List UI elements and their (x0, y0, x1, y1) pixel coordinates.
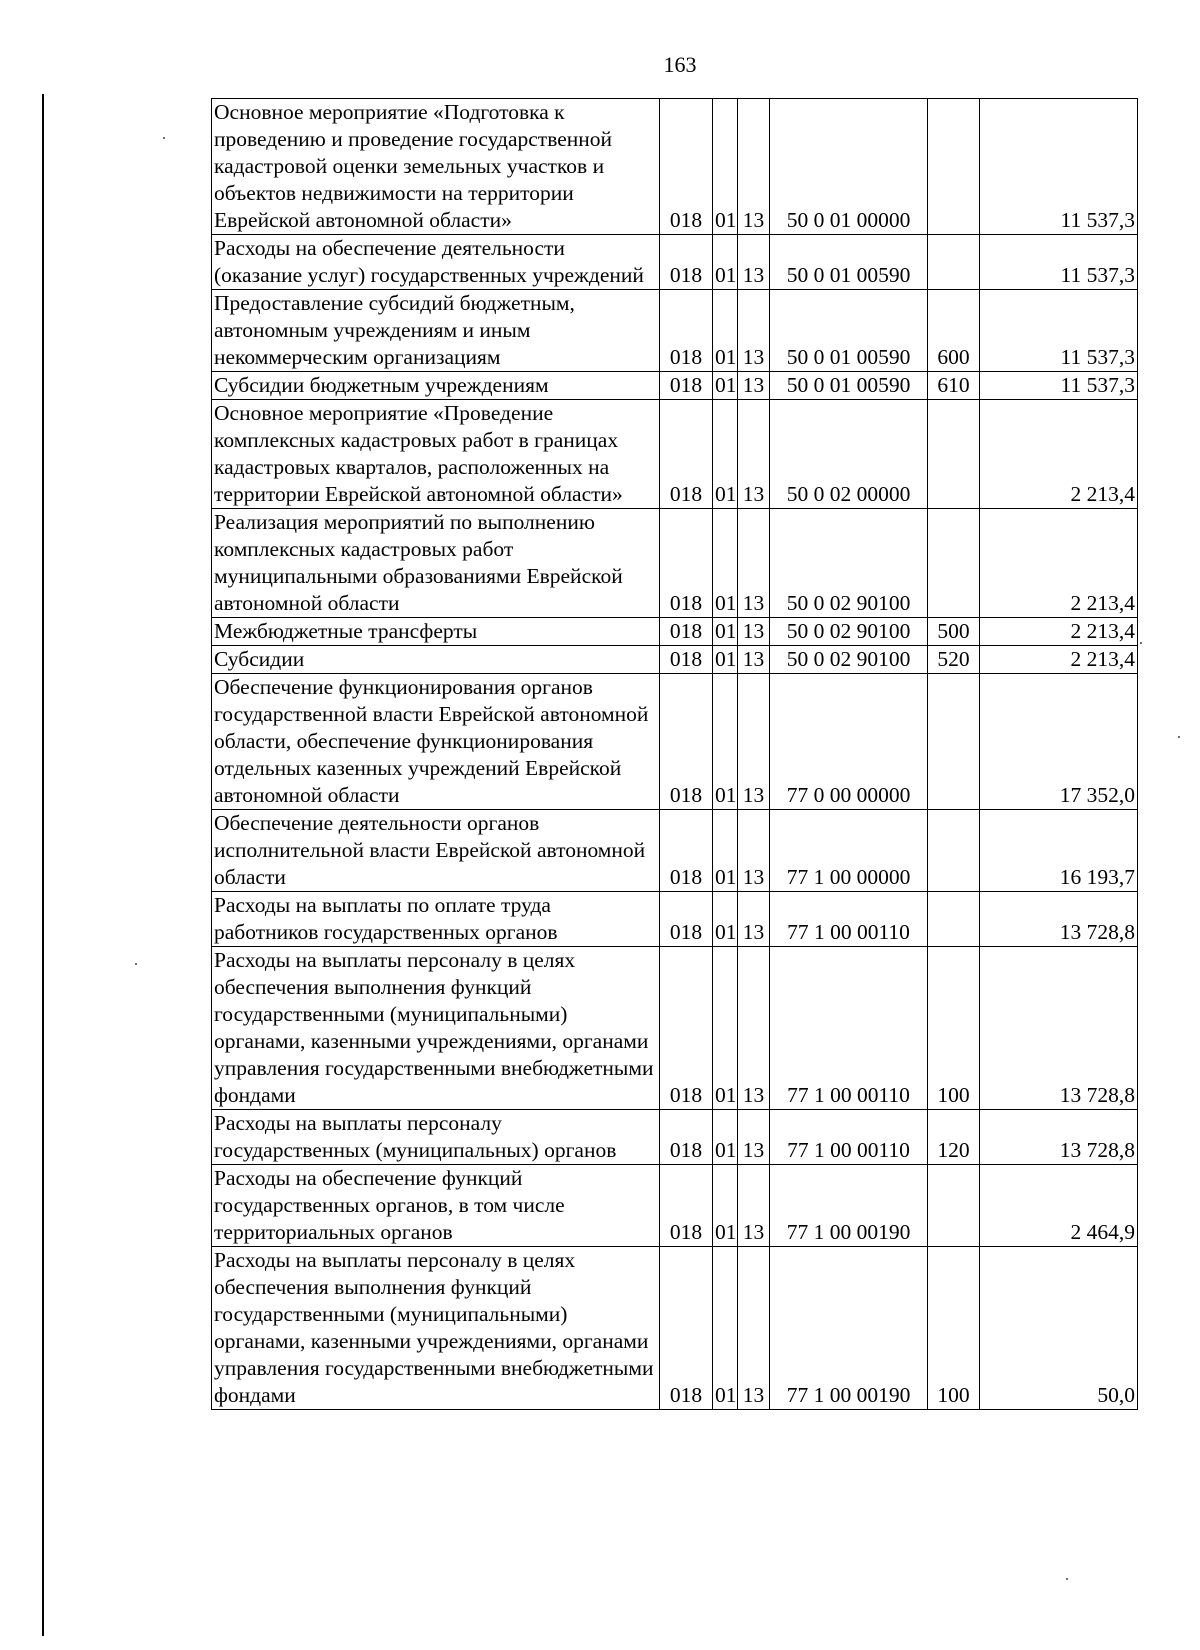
table-row (212, 1110, 1138, 1165)
row-amount: 2 213,4 (980, 509, 1138, 618)
row-name: Обеспечение деятельности органов исполнительной власти Еврейской автономной области (212, 810, 660, 892)
ministry-code: 018 (660, 99, 713, 235)
row-amount: 11 537,3 (980, 372, 1138, 400)
scan-speck (135, 963, 137, 965)
target-article-code: 77 1 00 00110 (770, 947, 928, 1110)
row-amount: 2 213,4 (980, 618, 1138, 646)
row-amount: 11 537,3 (980, 99, 1138, 235)
row-amount: 13 728,8 (980, 892, 1138, 947)
expense-type-code (928, 99, 980, 235)
target-article-code: 77 1 00 00190 (770, 1247, 928, 1410)
subsection-code: 13 (738, 674, 770, 810)
row-amount: 11 537,3 (980, 290, 1138, 372)
subsection-code: 13 (738, 892, 770, 947)
subsection-code: 13 (738, 372, 770, 400)
target-article-code: 50 0 02 90100 (770, 509, 928, 618)
scan-speck (1178, 736, 1180, 738)
ministry-code: 018 (660, 646, 713, 674)
expense-type-code (928, 674, 980, 810)
section-code: 01 (713, 235, 738, 290)
expense-type-code: 520 (928, 646, 980, 674)
expense-type-code (928, 810, 980, 892)
target-article-code: 50 0 02 90100 (770, 618, 928, 646)
target-article-code: 77 1 00 00110 (770, 892, 928, 947)
table-row (212, 400, 1138, 509)
expense-type-code (928, 1165, 980, 1247)
target-article-code: 50 0 01 00590 (770, 372, 928, 400)
row-amount: 2 213,4 (980, 400, 1138, 509)
target-article-code: 50 0 01 00000 (770, 99, 928, 235)
ministry-code: 018 (660, 509, 713, 618)
row-name: Реализация мероприятий по выполнению комплексных кадастровых работ муниципальными образованиями Еврейской автономной области (212, 509, 660, 618)
section-code: 01 (713, 947, 738, 1110)
ministry-code: 018 (660, 1247, 713, 1410)
ministry-code: 018 (660, 947, 713, 1110)
expense-type-code: 500 (928, 618, 980, 646)
scan-speck (1140, 642, 1142, 644)
section-code: 01 (713, 509, 738, 618)
table-row (212, 618, 1138, 646)
table-row (212, 509, 1138, 618)
table-row (212, 810, 1138, 892)
ministry-code: 018 (660, 810, 713, 892)
subsection-code: 13 (738, 810, 770, 892)
section-code: 01 (713, 99, 738, 235)
section-code: 01 (713, 372, 738, 400)
subsection-code: 13 (738, 646, 770, 674)
target-article-code: 77 1 00 00190 (770, 1165, 928, 1247)
subsection-code: 13 (738, 947, 770, 1110)
row-name: Предоставление субсидий бюджетным, автономным учреждениям и иным некоммерческим организациям (212, 290, 660, 372)
ministry-code: 018 (660, 235, 713, 290)
section-code: 01 (713, 892, 738, 947)
row-name: Основное мероприятие «Подготовка к проведению и проведение государственной кадастровой оценки земельных участков и объектов недвижимости на территории Еврейской автономной области» (212, 99, 660, 235)
budget-table (211, 98, 1138, 1410)
subsection-code: 13 (738, 618, 770, 646)
table-row (212, 1247, 1138, 1410)
section-code: 01 (713, 400, 738, 509)
subsection-code: 13 (738, 509, 770, 618)
section-code: 01 (713, 290, 738, 372)
page-number: 163 (663, 52, 697, 77)
table-row (212, 290, 1138, 372)
row-amount: 16 193,7 (980, 810, 1138, 892)
row-name: Обеспечение функционирования органов государственной власти Еврейской автономной области, обеспечение функционирования отдельных казенных учреждений Еврейской автономной области (212, 674, 660, 810)
table-row (212, 1165, 1138, 1247)
table-row (212, 947, 1138, 1110)
expense-type-code (928, 509, 980, 618)
ministry-code: 018 (660, 372, 713, 400)
row-amount: 13 728,8 (980, 1110, 1138, 1165)
row-name: Основное мероприятие «Проведение комплексных кадастровых работ в границах кадастровых кварталов, расположенных на территории Еврейской автономной области» (212, 400, 660, 509)
expense-type-code: 100 (928, 1247, 980, 1410)
table-row (212, 646, 1138, 674)
ministry-code: 018 (660, 892, 713, 947)
target-article-code: 50 0 01 00590 (770, 235, 928, 290)
row-name: Межбюджетные трансферты (212, 618, 660, 646)
table-row (212, 99, 1138, 235)
row-amount: 2 464,9 (980, 1165, 1138, 1247)
section-code: 01 (713, 1247, 738, 1410)
section-code: 01 (713, 646, 738, 674)
row-name: Субсидии (212, 646, 660, 674)
section-code: 01 (713, 674, 738, 810)
subsection-code: 13 (738, 400, 770, 509)
ministry-code: 018 (660, 618, 713, 646)
expense-type-code (928, 235, 980, 290)
target-article-code: 77 1 00 00000 (770, 810, 928, 892)
subsection-code: 13 (738, 1165, 770, 1247)
subsection-code: 13 (738, 290, 770, 372)
table-row (212, 674, 1138, 810)
row-amount: 13 728,8 (980, 947, 1138, 1110)
row-amount: 50,0 (980, 1247, 1138, 1410)
row-name: Расходы на выплаты персоналу государственных (муниципальных) органов (212, 1110, 660, 1165)
row-amount: 17 352,0 (980, 674, 1138, 810)
ministry-code: 018 (660, 674, 713, 810)
scan-speck (1066, 1578, 1068, 1580)
ministry-code: 018 (660, 290, 713, 372)
row-amount: 11 537,3 (980, 235, 1138, 290)
row-name: Расходы на обеспечение деятельности (оказание услуг) государственных учреждений (212, 235, 660, 290)
row-amount: 2 213,4 (980, 646, 1138, 674)
expense-type-code: 610 (928, 372, 980, 400)
target-article-code: 50 0 02 90100 (770, 646, 928, 674)
row-name: Расходы на выплаты персоналу в целях обеспечения выполнения функций государственными (муниципальными) органами, казенными учреждениями, органами управления государственными внебюджетными фондами (212, 947, 660, 1110)
target-article-code: 77 1 00 00110 (770, 1110, 928, 1165)
target-article-code: 50 0 02 00000 (770, 400, 928, 509)
scan-speck (163, 137, 165, 139)
row-name: Расходы на обеспечение функций государственных органов, в том числе территориальных органов (212, 1165, 660, 1247)
section-code: 01 (713, 1165, 738, 1247)
subsection-code: 13 (738, 1110, 770, 1165)
margin-line (42, 94, 44, 1636)
ministry-code: 018 (660, 1110, 713, 1165)
subsection-code: 13 (738, 99, 770, 235)
table-row (212, 372, 1138, 400)
section-code: 01 (713, 618, 738, 646)
table-row (212, 235, 1138, 290)
subsection-code: 13 (738, 235, 770, 290)
target-article-code: 50 0 01 00590 (770, 290, 928, 372)
section-code: 01 (713, 810, 738, 892)
ministry-code: 018 (660, 400, 713, 509)
row-name: Субсидии бюджетным учреждениям (212, 372, 660, 400)
expense-type-code: 100 (928, 947, 980, 1110)
row-name: Расходы на выплаты персоналу в целях обеспечения выполнения функций государственными (муниципальными) органами, казенными учреждениями, органами управления государственными внебюджетными фондами (212, 1247, 660, 1410)
ministry-code: 018 (660, 1165, 713, 1247)
table-row (212, 892, 1138, 947)
table-body (212, 99, 1138, 1410)
target-article-code: 77 0 00 00000 (770, 674, 928, 810)
expense-type-code: 120 (928, 1110, 980, 1165)
subsection-code: 13 (738, 1247, 770, 1410)
expense-type-code (928, 892, 980, 947)
expense-type-code (928, 400, 980, 509)
section-code: 01 (713, 1110, 738, 1165)
expense-type-code: 600 (928, 290, 980, 372)
row-name: Расходы на выплаты по оплате труда работников государственных органов (212, 892, 660, 947)
